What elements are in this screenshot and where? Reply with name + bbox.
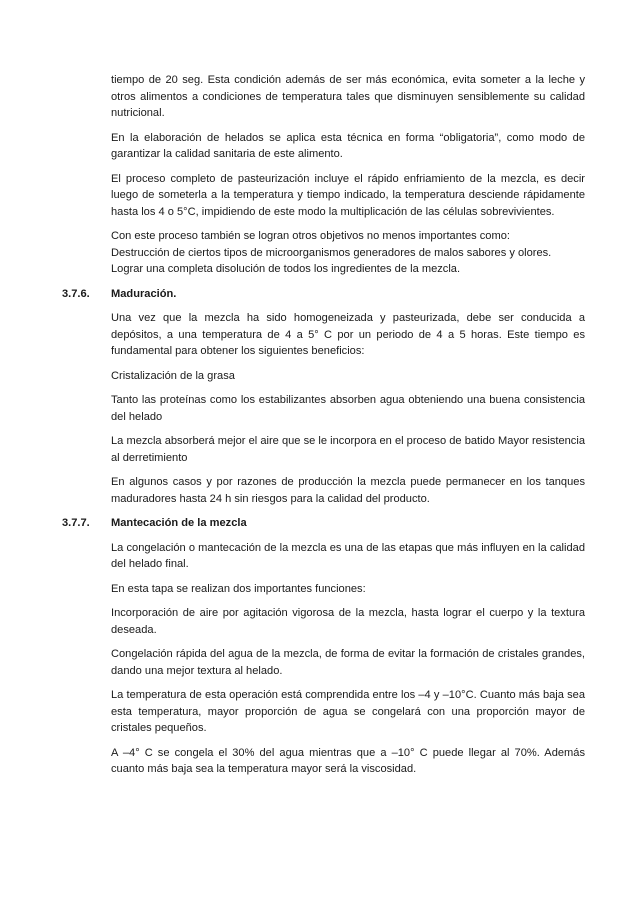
objective-item: Lograr una completa disolución de todos los ingredientes de la mezcla. bbox=[111, 263, 461, 275]
paragraph: La temperatura de esta operación está comprendida entre los –4 y –10°C. Cuanto más baja sea esta temperatura, mayor proporción de agua se congelará con una proporción mayor de cristales pequeños. bbox=[111, 689, 585, 734]
section-title: Mantecación de la mezcla bbox=[111, 517, 247, 529]
objectives-intro: Con este proceso también se logran otros objetivos no menos importantes como: bbox=[111, 230, 510, 242]
section-title: Maduración. bbox=[111, 287, 177, 300]
objective-item: Destrucción de ciertos tipos de microorganismos generadores de malos sabores y olores. bbox=[111, 246, 552, 259]
paragraph: Una vez que la mezcla ha sido homogeneizada y pasteurizada, debe ser conducida a depósitos, a una temperatura de 4 a 5° C por un periodo de 4 a 5 horas. Este tiempo es fundamental para obtener los siguientes beneficios: bbox=[111, 312, 585, 357]
paragraph: En la elaboración de helados se aplica esta técnica en forma “obligatoria”, como modo de garantizar la calidad sanitaria de este alimento. bbox=[111, 131, 585, 160]
paragraph: tiempo de 20 seg. Esta condición además de ser más económica, evita someter a la leche y otros alimentos a condiciones de temperatura tales que disminuyen sensiblemente su calidad nutricional. bbox=[111, 74, 585, 119]
section-heading-3-7-6 bbox=[62, 286, 585, 303]
paragraph: A –4° C se congela el 30% del agua mientras que a –10° C puede llegar al 70%. Además cuanto más baja sea la temperatura mayor será la viscosidad. bbox=[111, 746, 585, 775]
section-number: 3.7.6. bbox=[62, 287, 90, 300]
section-number: 3.7.7. bbox=[62, 517, 90, 529]
section-heading-3-7-7 bbox=[62, 515, 585, 532]
paragraph: La mezcla absorberá mejor el aire que se le incorpora en el proceso de batido Mayor resistencia al derretimiento bbox=[111, 435, 585, 464]
paragraph: En esta tapa se realizan dos importantes funciones: bbox=[111, 582, 366, 595]
paragraph: El proceso completo de pasteurización incluye el rápido enfriamiento de la mezcla, es decir luego de someterla a la temperatura y tiempo indicado, la temperatura desciende rápidamente hasta los 4 o 5°C, impidiendo de este modo la multiplicación de las células sobrevivientes. bbox=[111, 172, 585, 218]
paragraph: Incorporación de aire por agitación vigorosa de la mezcla, hasta lograr el cuerpo y la textura deseada. bbox=[111, 607, 585, 636]
paragraph: En algunos casos y por razones de producción la mezcla puede permanecer en los tanques maduradores hasta 24 h sin riesgos para la calidad del producto. bbox=[111, 476, 585, 505]
paragraph: Cristalización de la grasa bbox=[111, 369, 235, 382]
paragraph: Congelación rápida del agua de la mezcla, de forma de evitar la formación de cristales grandes, dando una mejor textura al helado. bbox=[111, 648, 585, 677]
paragraph: Tanto las proteínas como los estabilizantes absorben agua obteniendo una buena consistencia del helado bbox=[111, 394, 585, 423]
page-content bbox=[62, 72, 585, 786]
paragraph: La congelación o mantecación de la mezcla es una de las etapas que más influyen en la calidad del helado final. bbox=[111, 541, 585, 570]
